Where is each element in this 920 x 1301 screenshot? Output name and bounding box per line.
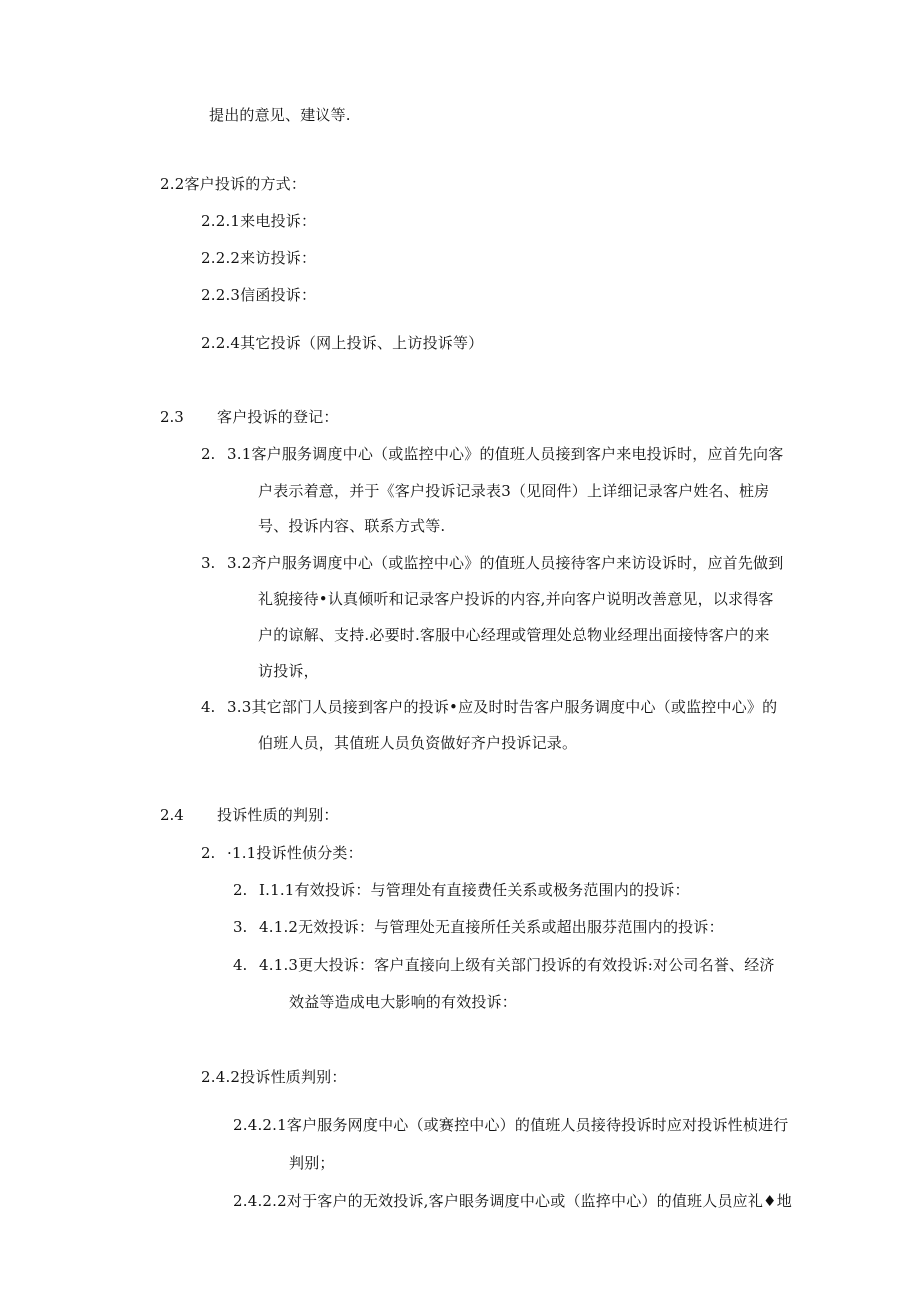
section-2-3-number: 2.3: [160, 408, 184, 426]
list-item-line: 4.1.3更大投诉：客户直接向上级有关部门投诉的有效投诉:对公司名誉、经济: [259, 956, 775, 974]
list-item-line: 户表示着意，并于《客户投诉记录表3（见冏件）上详细记录客户姓名、桩房: [258, 482, 770, 500]
paragraph-tail: 提出的意见、建议等.: [209, 106, 351, 124]
list-marker: 3.: [201, 554, 216, 572]
list-item-line: 效益等造成电大影响的有效投诉：: [289, 993, 518, 1011]
list-item-line: 3.3其它部门人员接到客户的投诉•应及时时告客户服务调度中心（或监控中心》的: [227, 698, 778, 716]
section-2-4-number: 2.4: [160, 806, 184, 824]
list-item-line: 2.4.2.2对于客户的无效投诉,客户眼务调度中心或（监捽中心）的值班人员应礼♦地: [233, 1192, 792, 1210]
list-item-line: 礼貌接待•认真倾听和记录客户投诉的内容,并向客户说明改善意见，以求得客: [258, 590, 774, 608]
list-item-line: 判别；: [289, 1154, 335, 1172]
list-item-line: I.1.1有效投诉：与管理处有直接费任关系或极务范围内的投诉：: [259, 881, 690, 899]
list-item-line: 访投诉，: [258, 662, 319, 680]
subsection-heading: 2.4.2投诉性质判别：: [201, 1068, 347, 1086]
list-marker: 3.: [233, 918, 248, 936]
list-marker: 4.: [233, 956, 248, 974]
list-marker: 2.: [201, 844, 216, 862]
list-item: 2.2.1来电投诉：: [201, 212, 317, 230]
list-marker: 4.: [201, 698, 216, 716]
list-item: 2.2.2来访投诉：: [201, 249, 317, 267]
list-item: 2.2.3信函投诉：: [201, 286, 317, 304]
list-item-line: 4.1.2无效投诉：与管理处无直接所任关系或超出服芬范围内的投诉：: [259, 918, 724, 936]
list-item-line: 伯班人员，其值班人员负资做好齐户投诉记录。: [258, 734, 578, 752]
list-marker: 2.: [233, 881, 248, 899]
section-2-4-title: 投诉性质的判别：: [217, 806, 339, 824]
section-2-2-heading: 2.2客户投诉的方式：: [160, 175, 307, 193]
list-item-line: 户的谅解、支持.必要时.客服中心经理或管理处总物业经理出面接恃客户的来: [258, 626, 770, 644]
list-marker: 2.: [201, 445, 216, 463]
list-item-line: 号、投诉内容、联系方式等.: [258, 517, 446, 535]
list-item: 2.2.4其它投诉（网上投诉、上访投诉等）: [201, 334, 484, 352]
list-item-line: 3.1客户服务调度中心（或监控中心》的值班人员接到客户来电投诉时，应首先向客: [227, 445, 784, 463]
section-2-3-title: 客户投诉的登记：: [217, 408, 339, 426]
list-item-line: 2.4.2.1客户服务网度中心（或赛控中心）的值班人员接待投诉时应对投诉性桢进行: [233, 1116, 789, 1134]
subsection-heading: ·1.1投诉性侦分类：: [227, 844, 363, 862]
list-item-line: 3.2齐户服务调度中心（或监控中心》的值班人员接待客户来访设诉时，应首先做到: [227, 554, 784, 572]
